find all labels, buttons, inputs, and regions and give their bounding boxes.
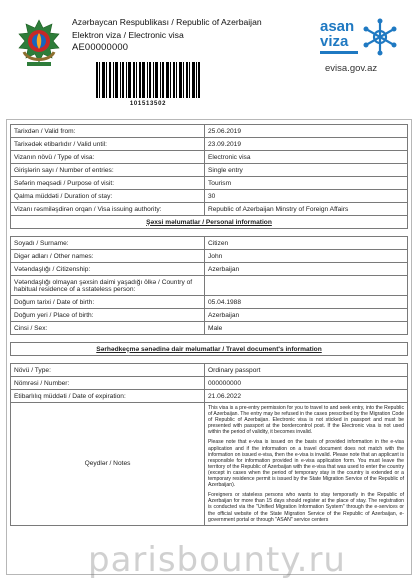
table-row <box>11 164 408 177</box>
notes-paragraph: Foreigners or stateless persons who wants to stay temporarily in the Republic of Azerbaijan for more than 15 days should register at the place of stay. The registration is conducted via the "Unified Migration Information System" through the e-services or the official website of the State Migration Service of the Republic of Azerbaijan, e-government portal or through "ASAN" service centers <box>208 492 404 523</box>
brand-word-asan: asan <box>320 18 355 35</box>
visa-header <box>0 0 418 116</box>
field-value: Tourism <box>205 177 408 190</box>
table-row <box>11 276 408 296</box>
travel-section-title: Sərhədkeçmə sənədinə dair məlumatlar / Travel document's information <box>11 343 408 356</box>
field-value: John <box>205 250 408 263</box>
field-value: Ordinary passport <box>205 364 408 377</box>
barcode-icon <box>96 62 200 98</box>
spacer-row <box>11 356 408 364</box>
azerbaijan-emblem-icon <box>16 18 62 70</box>
field-value: 05.04.1988 <box>205 296 408 309</box>
spacer <box>11 229 408 237</box>
table-row <box>11 151 408 164</box>
section-header-row <box>11 343 408 356</box>
field-label: Nömrəsi / Number: <box>11 377 205 390</box>
field-value: 23.09.2019 <box>205 138 408 151</box>
field-value: Azerbaijan <box>205 263 408 276</box>
field-value: 21.06.2022 <box>205 390 408 403</box>
field-label: Girişlərin sayı / Number of entries: <box>11 164 205 177</box>
table-row <box>11 377 408 390</box>
field-label: Növü / Type: <box>11 364 205 377</box>
table-row <box>11 309 408 322</box>
visa-table <box>10 124 408 526</box>
field-value: 25.06.2019 <box>205 125 408 138</box>
field-label: Cinsi / Sex: <box>11 322 205 335</box>
field-label: Soyadı / Surname: <box>11 237 205 250</box>
brand-word-viza: viza <box>320 33 349 50</box>
table-row <box>11 322 408 335</box>
spacer <box>11 356 408 364</box>
notes-paragraph: Please note that e-visa is issued on the basis of provided information in the e-visa application and if the information on a travel document does not match with the information on issued e-visa, then the e-visa is invalid. Please note that an applicant is responsible for information provided in e-visa application form. You must leave the territory of the Republic of Azerbaijan with the e-visa that was used to enter the country (except in cases when the period of temporary stay in the country is extended or a temporary residence permit is issued by the State Migration Service of the Republic of Azerbaijan). <box>208 439 404 489</box>
field-value: 30 <box>205 190 408 203</box>
field-value <box>205 276 408 296</box>
document-title: Elektron viza / Electronic visa <box>72 29 184 40</box>
field-value: Republic of Azerbaijan Minstry of Foreign Affairs <box>205 203 408 216</box>
notes-text <box>205 403 408 526</box>
table-row <box>11 237 408 250</box>
field-label: Etibarlılıq müddəti / Date of expiration: <box>11 390 205 403</box>
watermark-text: parisbounty.ru <box>88 540 346 580</box>
website-url: evisa.gov.az <box>325 63 378 74</box>
header-text <box>72 16 262 54</box>
field-label: Vizanı rəsmiləşdirən orqan / Visa issuing authority: <box>11 203 205 216</box>
field-value: 000000000 <box>205 377 408 390</box>
notes-label: Qeydlər / Notes <box>11 403 205 526</box>
field-label: Qalma müddəti / Duration of stay: <box>11 190 205 203</box>
table-row <box>11 125 408 138</box>
table-row <box>11 177 408 190</box>
field-value: Azerbaijan <box>205 309 408 322</box>
table-row <box>11 390 408 403</box>
main-info-rows <box>11 125 408 526</box>
field-label: Tarixdən / Valid from: <box>11 125 205 138</box>
table-row <box>11 364 408 377</box>
table-row <box>11 296 408 309</box>
brand-underline <box>320 51 358 54</box>
visa-number: AE00000000 <box>72 41 129 52</box>
visa-details <box>10 124 408 526</box>
table-row <box>11 190 408 203</box>
snowflake-emblem-icon <box>361 18 399 56</box>
country-title: Azərbaycan Respublikası / Republic of Azerbaijan <box>72 17 262 27</box>
field-value: Citizen <box>205 237 408 250</box>
field-label: Səfərin məqsədi / Purpose of visit: <box>11 177 205 190</box>
field-label: Digər adları / Other names: <box>11 250 205 263</box>
barcode-number: 101513502 <box>129 101 167 107</box>
spacer <box>11 335 408 343</box>
field-value: Single entry <box>205 164 408 177</box>
field-label: Vətəndaşlığı / Citizenship: <box>11 263 205 276</box>
field-label: Doğum tarixi / Date of birth: <box>11 296 205 309</box>
notes-paragraph: This visa is a pre-entry permission for you to travel to and seek entry, into the Republic of Azerbaijan. The entry may be refused in the cases prescribed by the Migration Code of Republic of Azerbaijan. Electronic visa is not sticked in passport and must be presented with passport at the bordercontrol post. If the Electronic visa is not used within the period of validity, it becomes invalid. <box>208 405 404 436</box>
spacer-row <box>11 229 408 237</box>
field-label: Tarixədək etibarlıdır / Valid until: <box>11 138 205 151</box>
field-label: Vizanın növü / Type of visa: <box>11 151 205 164</box>
table-row <box>11 203 408 216</box>
table-row <box>11 138 408 151</box>
field-value: Electronic visa <box>205 151 408 164</box>
personal-section-title: Şəxsi məlumatlar / Personal information <box>11 216 408 229</box>
field-value: Male <box>205 322 408 335</box>
field-label: Vətəndaşlığı olmayan şəxsin daimi yaşadığı ölkə / Country of habitual residence of a sstateless person: <box>11 276 205 296</box>
table-row <box>11 263 408 276</box>
spacer-row <box>11 335 408 343</box>
table-row <box>11 250 408 263</box>
section-header-row <box>11 216 408 229</box>
notes-row <box>11 403 408 526</box>
field-label: Doğum yeri / Place of birth: <box>11 309 205 322</box>
